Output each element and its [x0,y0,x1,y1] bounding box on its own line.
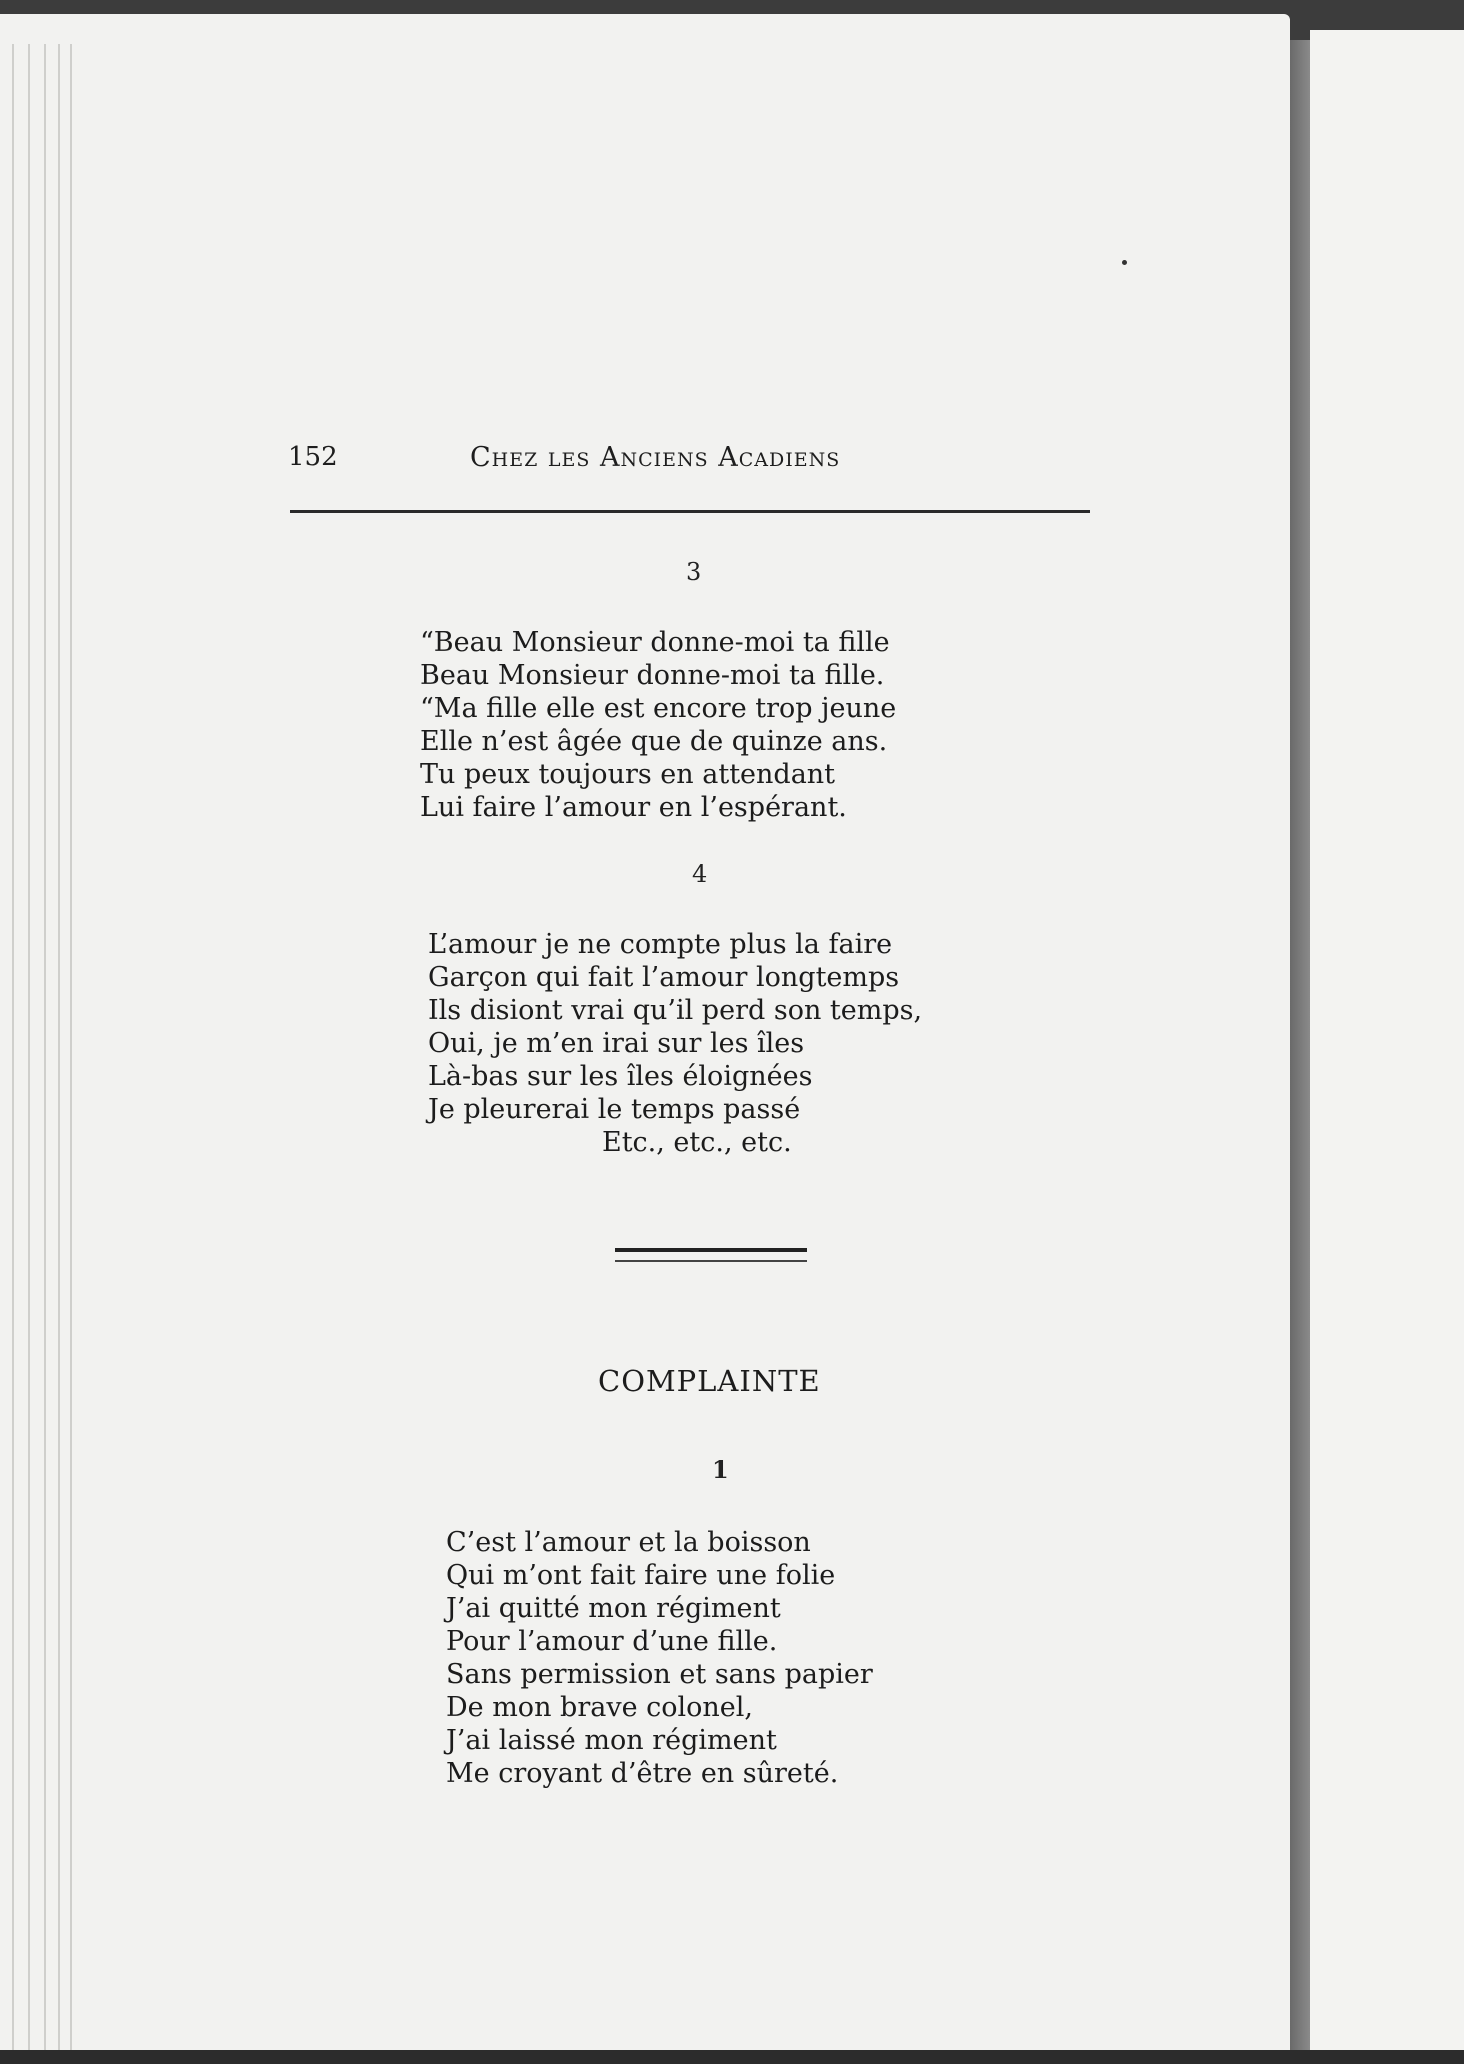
facing-page [1310,30,1464,2050]
scan-border [0,2050,1464,2064]
verse-line: Me croyant d’être en sûreté. [446,1758,839,1789]
section-divider [615,1248,807,1262]
page-edge [44,44,46,2054]
header-rule [290,510,1090,513]
page-edge [70,44,72,2054]
verse-line: Beau Monsieur donne-moi ta fille. [420,660,885,691]
verse-line: Là-bas sur les îles éloignées [428,1061,813,1092]
verse-line: J’ai laissé mon régiment [446,1725,777,1756]
verse-line: C’est l’amour et la boisson [446,1527,811,1558]
verse-ending: Etc., etc., etc. [602,1127,792,1158]
stanza-number-3: 3 [686,558,702,586]
verse-line: “Ma fille elle est encore trop jeune [420,693,897,724]
stanza-3 [420,626,896,824]
book-gutter [1290,40,1310,2064]
stanza-number-1: 1 [712,1455,729,1484]
verse-line: Qui m’ont fait faire une folie [446,1560,836,1591]
verse-line: J’ai quitté mon régiment [446,1593,781,1624]
verse-line: Ils disiont vrai qu’il perd son temps, [428,995,923,1026]
verse-line: Je pleurerai le temps passé [428,1094,801,1125]
verse-line: “Beau Monsieur donne-moi ta fille [420,627,890,658]
ink-speck [1122,260,1127,265]
stanza-number-4: 4 [692,860,708,888]
verse-line: Lui faire l’amour en l’espérant. [420,792,847,823]
verse-line: Tu peux toujours en attendant [420,759,836,790]
page-edge [28,44,30,2054]
verse-line: Sans permission et sans papier [446,1659,873,1690]
verse-line: Garçon qui fait l’amour longtemps [428,962,900,993]
page-number: 152 [288,442,338,472]
verse-line: Pour l’amour d’une fille. [446,1626,778,1657]
verse-line: L’amour je ne compte plus la faire [428,929,893,960]
verse-line: Oui, je m’en irai sur les îles [428,1028,805,1059]
verse-line: Elle n’est âgée que de quinze ans. [420,726,888,757]
running-title: Chez les Anciens Acadiens [470,442,841,473]
page-edge [58,44,60,2054]
stanza-4 [428,928,922,1159]
stanza-1 [446,1526,873,1790]
page-edge [12,44,14,2054]
section-title: COMPLAINTE [598,1364,821,1398]
verse-line: De mon brave colonel, [446,1692,753,1723]
